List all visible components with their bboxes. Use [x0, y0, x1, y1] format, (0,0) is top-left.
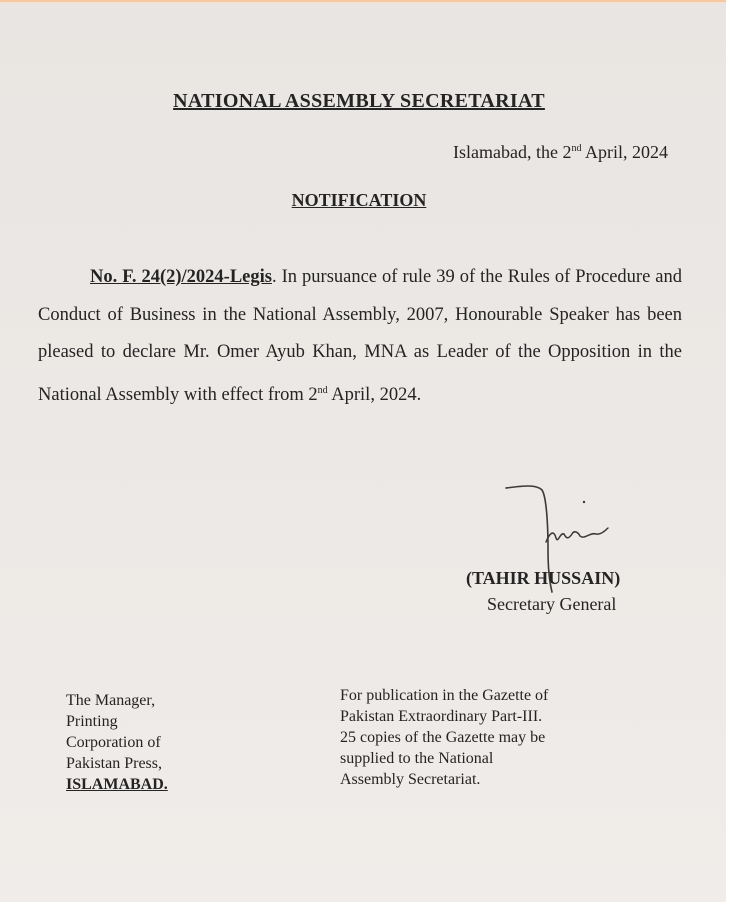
publication-line: For publication in the Gazette of: [340, 687, 549, 704]
date-ordinal-suffix: nd: [571, 143, 582, 154]
body-text-part2: April, 2024.: [327, 384, 422, 405]
body-ordinal-suffix: nd: [317, 384, 328, 396]
publication-line: 25 copies of the Gazette may be: [340, 729, 546, 746]
publication-line: Assembly Secretariat.: [340, 771, 481, 788]
addressee-line: The Manager,: [66, 692, 156, 709]
body-text-part1: . In pursuance of rule 39 of the Rules of Procedure and Conduct of Business in the National Assembly, 2007, Honourable Speaker has been pleased to declare Mr. Omer Ayub Khan, MNA as Leader of the Opposition in the National Assembly with effect from 2: [38, 267, 682, 405]
signatory-name: (TAHIR HUSSAIN): [466, 568, 621, 588]
addressee-line: Printing: [66, 713, 118, 730]
addressee-city: ISLAMABAD.: [66, 776, 168, 793]
addressee-line: Corporation of: [66, 734, 161, 751]
reference-number: No. F. 24(2)/2024-Legis: [90, 267, 272, 287]
secretariat-heading: NATIONAL ASSEMBLY SECRETARIAT: [173, 90, 545, 112]
publication-note: [340, 685, 548, 790]
date-suffix: April, 2024: [581, 142, 668, 162]
date-prefix: Islamabad, the 2: [453, 142, 572, 162]
addressee-block: [66, 690, 168, 795]
notification-title: NOTIFICATION: [291, 190, 427, 210]
addressee-line: Pakistan Press,: [66, 755, 162, 772]
signatory-designation: Secretary General: [487, 594, 617, 614]
notification-body: [38, 259, 682, 414]
publication-line: supplied to the National: [340, 750, 494, 767]
dateline: [453, 142, 668, 163]
publication-line: Pakistan Extraordinary Part-III.: [340, 708, 543, 725]
